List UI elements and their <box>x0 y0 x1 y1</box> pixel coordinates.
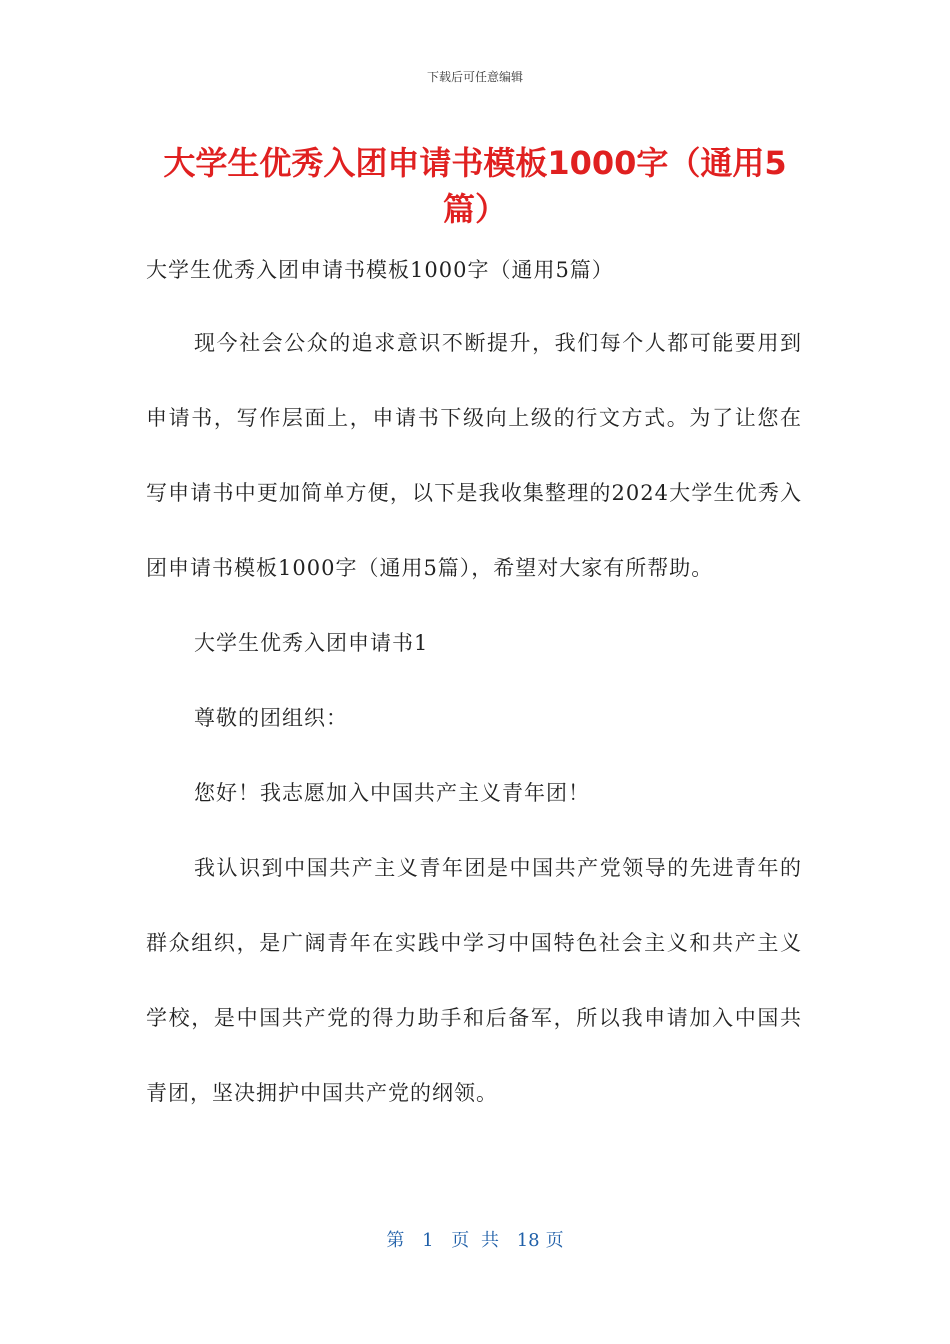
body-paragraph: 我认识到中国共产主义青年团是中国共产党领导的先进青年的群众组织，是广阔青年在实践中学习中国特色社会主义和共产主义学校，是中国共产党的得力助手和后备军，所以我申请加入中国共青团，坚决拥护中国共产党的纲领。 <box>146 856 802 1105</box>
section-heading: 大学生优秀入团申请书1 <box>194 631 429 655</box>
footer-prefix: 第 <box>386 1230 405 1251</box>
greeting-paragraph: 您好！我志愿加入中国共产主义青年团！ <box>194 781 590 805</box>
footer-middle: 页 共 <box>451 1230 499 1251</box>
footer-total-pages: 18 <box>516 1230 540 1251</box>
intro-paragraph: 现今社会公众的追求意识不断提升，我们每个人都可能要用到申请书，写作层面上，申请书下级向上级的行文方式。为了让您在写申请书中更加简单方便，以下是我收集整理的2024大学生优秀入团申请书模板1000字（通用5篇），希望对大家有所帮助。 <box>146 331 802 580</box>
page-number-footer <box>0 1226 950 1252</box>
document-title: 大学生优秀入团申请书模板1000字（通用5篇） <box>163 144 787 228</box>
footer-current-page: 1 <box>422 1230 434 1251</box>
header-note: 下载后可任意编辑 <box>426 70 523 84</box>
document-body <box>146 250 802 1131</box>
footer-suffix: 页 <box>545 1230 564 1251</box>
salutation: 尊敬的团组织： <box>194 706 348 730</box>
subtitle-paragraph: 大学生优秀入团申请书模板1000字（通用5篇） <box>146 258 614 282</box>
